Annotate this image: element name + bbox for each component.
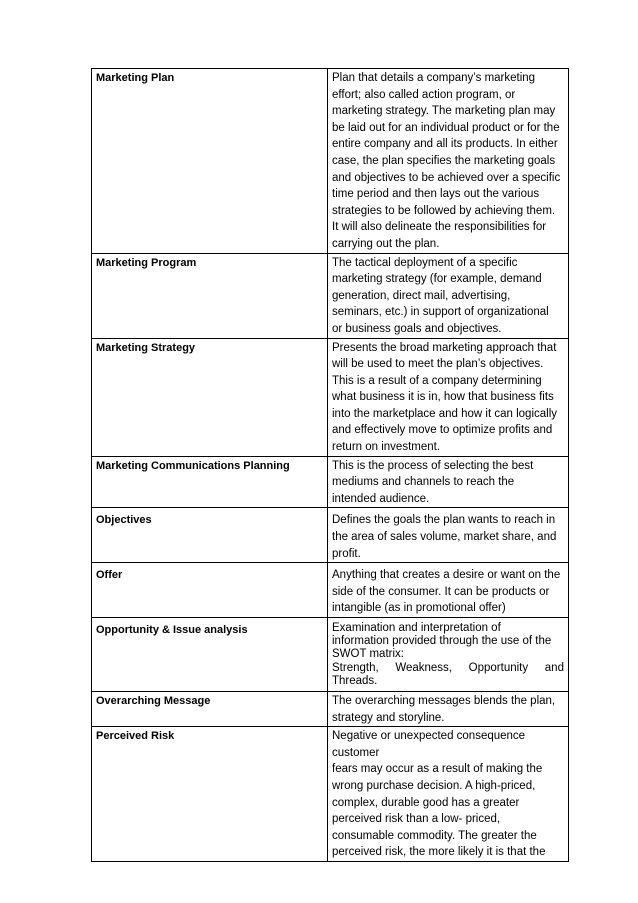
definition-line: The overarching messages blends the plan, xyxy=(332,695,556,707)
definition-line: This is a result of a company determining xyxy=(332,374,542,387)
table-row xyxy=(92,508,569,563)
definition-cell xyxy=(328,618,569,692)
definition-line: intended audience. xyxy=(332,492,430,505)
term-cell xyxy=(92,727,328,862)
definition-word: and xyxy=(544,661,564,674)
definition-line-justified xyxy=(332,662,564,675)
definition-word: Weakness, xyxy=(395,661,453,674)
definition-line: entire company and all its products. In either xyxy=(332,138,558,151)
definition-line: marketing strategy (for example, demand xyxy=(332,273,542,286)
term-label: Marketing Strategy xyxy=(96,341,196,354)
definition-line: wrong purchase decision. A high-priced, xyxy=(332,779,536,792)
term-cell xyxy=(92,508,328,563)
definition-line: marketing strategy. The marketing plan may xyxy=(332,105,556,118)
definition-line: time period and then lays out the various xyxy=(332,188,540,201)
definition-line: into the marketplace and how it can logically xyxy=(332,407,558,420)
definition-line: seminars, etc.) in support of organizational xyxy=(332,306,549,319)
definition-line: This is the process of selecting the best xyxy=(332,459,534,472)
definition-cell xyxy=(328,563,569,618)
table-row xyxy=(92,69,569,254)
definition-cell xyxy=(328,508,569,563)
term-cell xyxy=(92,253,328,338)
definition-line: SWOT matrix: xyxy=(332,648,404,661)
definition-line: generation, direct mail, advertising, xyxy=(332,289,511,302)
table-row xyxy=(92,253,569,338)
term-cell xyxy=(92,563,328,618)
definition-line: or business goals and objectives. xyxy=(332,322,502,335)
term-label: Objectives xyxy=(96,514,152,527)
term-label: Marketing Program xyxy=(96,256,197,269)
table-row xyxy=(92,618,569,692)
definition-line: be laid out for an individual product or for the xyxy=(332,121,560,134)
term-cell xyxy=(92,692,328,727)
table-row xyxy=(92,563,569,618)
glossary-table xyxy=(91,68,569,862)
definition-line: Presents the broad marketing approach that xyxy=(332,341,557,354)
definition-line: fears may occur as a result of making the xyxy=(332,763,543,776)
definition-line: and effectively move to optimize profits and xyxy=(332,424,553,437)
definition-line: and objectives to be achieved over a specific xyxy=(332,171,561,184)
term-cell xyxy=(92,618,328,692)
definition-line: carrying out the plan. xyxy=(332,237,440,250)
definition-line: return on investment. xyxy=(332,441,441,454)
definition-line: will be used to meet the plan’s objectives. xyxy=(332,358,544,371)
definition-line: side of the consumer. It can be products or xyxy=(332,585,550,598)
definition-word: Opportunity xyxy=(468,661,529,674)
term-cell xyxy=(92,69,328,254)
term-label: Overarching Message xyxy=(96,695,211,707)
term-label: Marketing Communications Planning xyxy=(96,459,290,472)
definition-line: Examination and interpretation of xyxy=(332,622,501,634)
definition-line: case, the plan specifies the marketing goals xyxy=(332,154,556,167)
term-label: Offer xyxy=(96,569,123,582)
term-label: Perceived Risk xyxy=(96,730,175,743)
definition-line: mediums and channels to reach the xyxy=(332,476,515,489)
definition-cell xyxy=(328,456,569,508)
definition-line: strategy and storyline. xyxy=(332,711,445,724)
definition-word: Strength, xyxy=(332,661,379,674)
definition-cell xyxy=(328,253,569,338)
table-row xyxy=(92,456,569,508)
definition-line: complex, durable good has a greater xyxy=(332,796,520,809)
definition-line: customer xyxy=(332,746,380,759)
definition-line: The tactical deployment of a specific xyxy=(332,256,518,269)
definition-line: Plan that details a company’s marketing xyxy=(332,72,536,84)
definition-line: profit. xyxy=(332,547,361,560)
definition-cell xyxy=(328,727,569,862)
term-cell xyxy=(92,338,328,456)
definition-line: perceived risk than a low- priced, xyxy=(332,813,501,826)
term-label: Opportunity & Issue analysis xyxy=(96,624,248,636)
definition-line: Negative or unexpected consequence xyxy=(332,730,526,743)
definition-line: It will also delineate the responsibilities for xyxy=(332,221,547,234)
definition-cell xyxy=(328,338,569,456)
definition-cell xyxy=(328,692,569,727)
definition-line: perceived risk, the more likely it is that the xyxy=(332,846,546,859)
definition-line: what business it is in, how that business fits xyxy=(332,391,554,404)
definition-line: Anything that creates a desire or want on the xyxy=(332,569,561,582)
definition-line: information provided through the use of the xyxy=(332,635,552,648)
definition-line: Defines the goals the plan wants to reach in xyxy=(332,514,556,527)
definition-line: intangible (as in promotional offer) xyxy=(332,602,506,615)
table-row xyxy=(92,727,569,862)
definition-line: effort; also called action program, or xyxy=(332,88,516,101)
term-label: Marketing Plan xyxy=(96,72,175,84)
table-row xyxy=(92,692,569,727)
term-cell xyxy=(92,456,328,508)
definition-line: the area of sales volume, market share, and xyxy=(332,531,557,544)
definition-line: strategies to be followed by achieving them. xyxy=(332,204,556,217)
definition-cell xyxy=(328,69,569,254)
definition-line: Threads. xyxy=(332,674,378,687)
definition-line: consumable commodity. The greater the xyxy=(332,829,537,842)
table-row xyxy=(92,338,569,456)
